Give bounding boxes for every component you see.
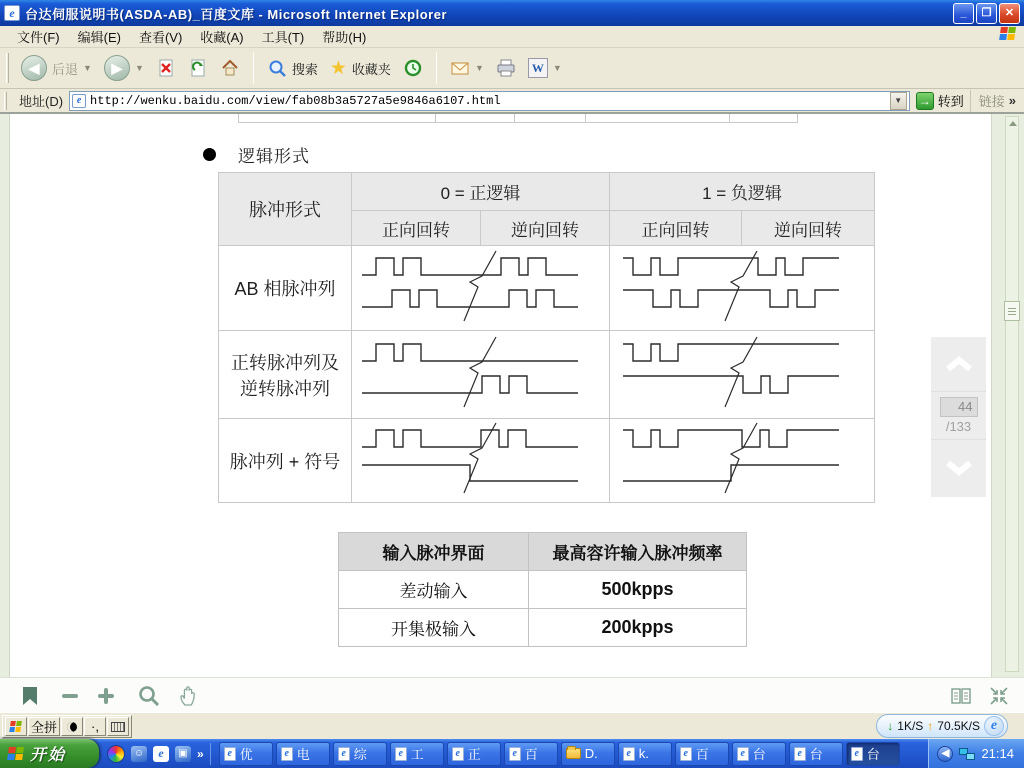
taskbar-clock: 21:14: [981, 746, 1014, 761]
menu-help[interactable]: 帮助(H): [322, 30, 367, 45]
home-button[interactable]: [214, 56, 246, 80]
pulse-frequency-table: [338, 532, 747, 647]
keyboard-icon: [111, 722, 125, 732]
ime-logo-button[interactable]: [5, 717, 27, 736]
stop-button[interactable]: [150, 56, 182, 80]
start-windows-flag-icon: [7, 747, 25, 761]
task-button[interactable]: e 台: [789, 742, 843, 766]
vertical-scrollbar[interactable]: [1005, 116, 1019, 672]
links-chevron-icon: »: [1008, 93, 1016, 108]
print-icon: [496, 58, 516, 78]
task-button[interactable]: e k.: [618, 742, 672, 766]
hand-pan-icon[interactable]: [178, 685, 200, 707]
waveform-cw-ccw-positive: [356, 333, 606, 411]
page-number-input[interactable]: 44: [940, 397, 978, 417]
tray-collapse-chevron[interactable]: ◀: [937, 746, 953, 762]
next-page-button[interactable]: [931, 440, 986, 495]
zoom-search-icon[interactable]: [138, 685, 160, 707]
system-tray: [928, 739, 1024, 768]
network-tray-icon[interactable]: [959, 748, 975, 760]
freq-header-max: 最高容许输入脉冲频率: [529, 533, 747, 571]
ime-mode-button[interactable]: 全拼: [28, 717, 60, 736]
soft-keyboard-button[interactable]: [107, 717, 129, 736]
language-bar: [2, 715, 132, 738]
address-dropdown-button[interactable]: ▼: [890, 92, 907, 110]
viewer-toolbar: [0, 677, 1024, 712]
bullet-icon: [203, 148, 216, 161]
start-button[interactable]: 开始: [0, 739, 99, 768]
show-desktop-icon[interactable]: ▣: [175, 746, 191, 762]
negative-logic-header: 1 = 负逻辑: [610, 173, 875, 211]
menu-view[interactable]: 查看(V): [138, 30, 183, 45]
menu-edit[interactable]: 编辑(E): [77, 30, 121, 45]
toolbar-separator: [253, 52, 254, 84]
forward-button[interactable]: ▶ ▼: [98, 53, 150, 83]
desktop-strip: [0, 712, 1024, 739]
task-button[interactable]: e 台: [732, 742, 786, 766]
toolbar-separator: [436, 52, 437, 84]
back-icon: ◀: [21, 55, 47, 81]
previous-page-button[interactable]: [931, 337, 986, 392]
address-bar: [0, 89, 1024, 114]
back-button[interactable]: ◀ 后退 ▼: [15, 53, 98, 83]
bookmark-icon[interactable]: [20, 685, 40, 707]
menu-tools[interactable]: 工具(T): [261, 30, 305, 45]
task-button-folder[interactable]: D.: [561, 742, 615, 766]
task-button[interactable]: e 正: [447, 742, 501, 766]
task-button[interactable]: e 百: [504, 742, 558, 766]
ie-document-icon: e: [4, 5, 20, 21]
download-speed: 1K/S: [897, 719, 924, 733]
forward-icon: ▶: [104, 55, 130, 81]
task-button[interactable]: e 百: [675, 742, 729, 766]
refresh-button[interactable]: [182, 56, 214, 80]
sub-header: 逆向回转: [481, 211, 610, 246]
history-button[interactable]: [397, 56, 429, 80]
restore-button[interactable]: ❐: [976, 3, 997, 24]
network-speed-widget[interactable]: [876, 714, 1008, 738]
menu-bar: [0, 26, 1024, 48]
go-arrow-icon: →: [916, 92, 934, 110]
download-arrow-icon: ↓: [887, 719, 894, 733]
address-url: http://wenku.baidu.com/view/fab08b3a5727a5e9846a6107.html: [90, 93, 501, 108]
window-title: 台达伺服说明书(ASDA-AB)_百度文库 - Microsoft Internet Explorer: [25, 6, 448, 22]
mail-button[interactable]: ▼: [444, 56, 490, 80]
scroll-up-arrow[interactable]: [1009, 121, 1017, 126]
ie-logo-icon[interactable]: e: [984, 716, 1004, 736]
page-navigator: [931, 337, 986, 497]
favorites-button[interactable]: ★ 收藏夹: [329, 57, 391, 79]
close-button[interactable]: ✕: [999, 3, 1020, 24]
task-button[interactable]: e 优: [219, 742, 273, 766]
quick-launch-messenger-icon[interactable]: ☺: [131, 746, 147, 762]
book-view-icon[interactable]: [950, 685, 972, 707]
task-button[interactable]: e 电: [276, 742, 330, 766]
page-total-label: /133: [945, 419, 972, 434]
chevron-up-icon: [944, 356, 974, 372]
sub-header: 正向回转: [610, 211, 742, 246]
row-label-cw-ccw: 正转脉冲列及 逆转脉冲列: [219, 331, 352, 419]
mail-icon: [450, 58, 470, 78]
standard-toolbar: [0, 48, 1024, 89]
upload-speed: 70.5K/S: [937, 719, 980, 733]
ie-page-icon: e: [72, 94, 86, 108]
full-half-width-button[interactable]: [61, 717, 83, 736]
refresh-icon: [188, 58, 208, 78]
upload-arrow-icon: ↑: [927, 719, 934, 733]
search-icon: [267, 58, 287, 78]
go-button[interactable]: → 转到: [916, 91, 964, 110]
address-input[interactable]: [69, 91, 910, 111]
positive-logic-header: 0 = 正逻辑: [352, 173, 610, 211]
logic-form-table: [218, 172, 875, 503]
toolbar-grip[interactable]: [6, 53, 9, 83]
menu-favorites[interactable]: 收藏(A): [200, 30, 244, 45]
addressbar-grip[interactable]: [4, 92, 7, 110]
pulse-form-header: 脉冲形式: [219, 173, 352, 246]
freq-cell: 开集极输入: [339, 609, 529, 647]
windows-logo-icon: [1000, 27, 1020, 47]
sub-header: 正向回转: [352, 211, 481, 246]
address-label: 地址(D): [19, 94, 64, 109]
favorites-star-icon: ★: [329, 57, 347, 79]
freq-cell-value: 200kpps: [529, 609, 747, 647]
taskbar: [0, 739, 1024, 768]
title-bar: [0, 0, 1024, 26]
section-heading: 逻辑形式: [238, 147, 310, 166]
exit-fullscreen-icon[interactable]: [988, 685, 1010, 707]
waveform-pulse-sign-positive: [356, 419, 606, 497]
freq-cell-value: 500kpps: [529, 571, 747, 609]
moon-icon: [67, 722, 77, 732]
task-buttons: [219, 742, 929, 766]
zoom-out-icon[interactable]: [60, 685, 80, 707]
search-button[interactable]: 搜索: [261, 56, 324, 80]
quick-launch-media-icon[interactable]: [107, 745, 125, 763]
links-bar[interactable]: 链接 »: [970, 90, 1024, 112]
browser-content: [0, 114, 1024, 677]
folder-icon: [566, 748, 581, 759]
punctuation-button[interactable]: ·,: [84, 717, 106, 736]
task-button[interactable]: e 工: [390, 742, 444, 766]
word-icon: W: [528, 58, 548, 78]
print-button[interactable]: [490, 56, 522, 80]
freq-header-interface: 输入脉冲界面: [339, 533, 529, 571]
zoom-in-icon[interactable]: [96, 685, 116, 707]
previous-table-edge: [238, 114, 798, 123]
minimize-button[interactable]: _: [953, 3, 974, 24]
row-label-ab-phase: AB 相脉冲列: [219, 246, 352, 331]
row-label-pulse-sign: 脉冲列 + 符号: [219, 419, 352, 503]
task-button-active[interactable]: e 台: [846, 742, 900, 766]
waveform-cw-ccw-negative: [617, 333, 867, 411]
scrollbar-thumb[interactable]: [1004, 301, 1020, 321]
menu-file[interactable]: 文件(F): [17, 30, 60, 45]
freq-cell: 差动输入: [339, 571, 529, 609]
taskbar-separator: [210, 743, 211, 765]
quick-launch-ie-icon[interactable]: e: [153, 746, 169, 762]
history-icon: [403, 58, 423, 78]
task-button[interactable]: e 综: [333, 742, 387, 766]
edit-with-word-button[interactable]: W ▼: [522, 56, 568, 80]
home-icon: [220, 58, 240, 78]
stop-icon: [156, 58, 176, 78]
quick-launch-bar: [99, 739, 219, 768]
waveform-pulse-sign-negative: [617, 419, 867, 497]
sub-header: 逆向回转: [742, 211, 875, 246]
waveform-ab-phase-negative: [617, 247, 867, 325]
quick-launch-chevron-icon[interactable]: »: [197, 746, 204, 761]
chevron-down-icon: [944, 460, 974, 476]
waveform-ab-phase-positive: [356, 247, 606, 325]
